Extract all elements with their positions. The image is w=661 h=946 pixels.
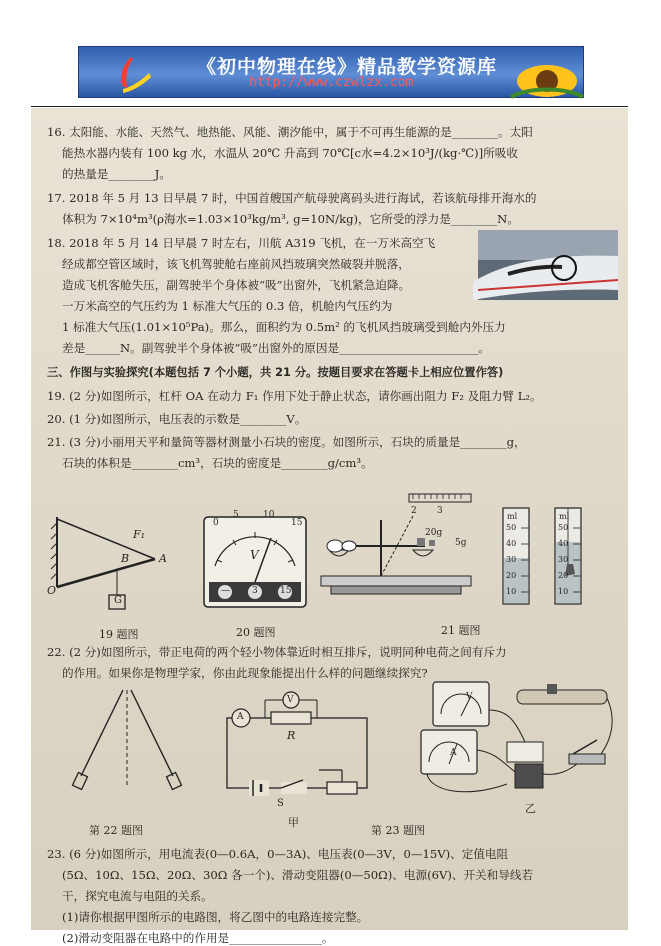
fig21-cyl1-tick-50: 50: [506, 523, 517, 532]
fig23-phys-ammeter-label: A: [450, 748, 457, 758]
fig22-repelling-charges: [67, 688, 187, 798]
fig20-caption: 20 题图: [236, 626, 276, 639]
banner-title: 《初中物理在线》精品教学资源库: [197, 56, 498, 78]
fig21-cyl1-unit: ml: [507, 512, 518, 521]
q17-line-1: 17. 2018 年 5 月 13 日早晨 7 时，中国首艘国产航母驶离码头进行海试，若该航母排开海水的: [47, 191, 537, 205]
q23-line-3: 干，探究电流与电阻的关系。: [62, 889, 213, 903]
fig20-scale-0: 0: [213, 518, 219, 528]
fig20-terminal-3: 3: [252, 586, 258, 596]
fig23-voltmeter-label: V: [287, 695, 294, 705]
sunflower-icon: [509, 47, 585, 99]
fig19-lever-diagram: [45, 513, 185, 623]
banner: [78, 46, 584, 98]
banner-url: http://www.czwlzx.com: [249, 75, 414, 90]
fig21-cyl2-unit: ml: [559, 512, 570, 521]
logo-icon: [109, 51, 155, 95]
fig23-caption: 第 23 题图: [371, 824, 425, 837]
fig21-caption: 21 题图: [441, 624, 481, 637]
section-3-heading: 三、作图与实验探究(本题包括 7 个小题，共 21 分。按题目要求在答题卡上相应位置作答): [47, 366, 504, 379]
q20-line: 20. (1 分)如图所示，电压表的示数是________V。: [47, 412, 307, 426]
q18-line-1: 18. 2018 年 5 月 14 日早晨 7 时左右，川航 A319 飞机，在一万米高空飞: [47, 236, 436, 250]
exam-photo: [31, 108, 628, 945]
q22-line-1: 22. (2 分)如图所示，带正电荷的两个轻小物体靠近时相互排斥，说明同种电荷之间有斥力: [47, 645, 507, 659]
fig21-cyl1-tick-20: 20: [506, 571, 517, 580]
fig21-balance: [321, 492, 491, 612]
fig23-physical-circuit: [397, 680, 619, 814]
fig23-resistor-label: R: [287, 729, 296, 742]
fig21-cyl2-tick-50: 50: [558, 523, 569, 532]
fig21-cyl2-tick-10: 10: [558, 587, 569, 596]
fig20-terminal-15: 15: [280, 586, 292, 596]
q16-line-1: 16. 太阳能、水能、天然气、地热能、风能、潮汐能中，属于不可再生能源的是________。太阳: [47, 125, 533, 139]
q17-line-2: 体积为 7×10⁴m³(ρ海水=1.03×10³kg/m³, g=10N/kg)，它所受的浮力是________N。: [62, 212, 519, 226]
q23-subq-1: (1)请你根据甲图所示的电路图，将乙图中的电路连接完整。: [62, 910, 369, 924]
fig19-caption: 19 题图: [99, 628, 139, 641]
q16-line-3: 的热量是________J。: [62, 167, 171, 181]
q16-line-2: 能热水器内装有 100 kg 水，水温从 20℃ 升高到 70℃[c水=4.2×10³J/(kg·℃)]所吸收: [62, 146, 518, 160]
fig21-rider-2: 2: [411, 506, 417, 516]
q18-line-3: 造成飞机客舱失压，副驾驶半个身体被“吸”出窗外，飞机紧急迫降。: [62, 278, 411, 292]
q19-line: 19. (2 分)如图所示，杠杆 OA 在动力 F₁ 作用下处于静止状态，请你画出阻力 F₂ 及阻力臂 L₂。: [47, 389, 542, 403]
fig21-weight-5g: 5g: [455, 538, 467, 548]
q21-line-1: 21. (3 分)小丽用天平和量筒等器材测量小石块的密度。如图所示，石块的质量是________g，: [47, 435, 526, 449]
fig19-label-a: A: [159, 552, 167, 565]
fig21-cyl2-tick-30: 30: [558, 555, 569, 564]
fig23-label-yi: 乙: [525, 802, 536, 815]
fig20-unit: V: [250, 548, 259, 562]
fig20-scale-5: 5: [233, 510, 239, 520]
airplane-photo: [478, 230, 618, 300]
fig19-label-g: G: [114, 595, 122, 606]
fig23-switch-label: S: [277, 798, 284, 809]
fig21-rider-3: 3: [437, 506, 443, 516]
header-rule: [31, 106, 628, 107]
fig19-label-f1: F₁: [133, 528, 146, 541]
fig23-phys-voltmeter-label: V: [466, 692, 473, 702]
fig23-ammeter-label: A: [237, 712, 244, 722]
fig22-caption: 第 22 题图: [89, 824, 143, 837]
q18-line-2: 经成都空管区域时，该飞机驾驶舱右座前风挡玻璃突然破裂并脱落，: [62, 257, 410, 271]
q21-line-2: 石块的体积是________cm³，石块的密度是________g/cm³。: [62, 456, 373, 470]
q23-line-1: 23. (6 分)如图所示，用电流表(0—0.6A，0—3A)、电压表(0—3V，0—15V)、定值电阻: [47, 847, 509, 861]
fig21-cyl2-tick-40: 40: [558, 539, 569, 548]
fig19-label-o: O: [47, 584, 57, 597]
q18-line-5: 1 标准大气压(1.01×10⁵Pa)。那么，面积约为 0.5m² 的飞机风挡玻璃受到舱内外压力: [62, 320, 506, 334]
q23-subq-2: (2)滑动变阻器在电路中的作用是________________。: [62, 931, 334, 945]
q22-line-2: 的作用。如果你是物理学家，你由此现象能提出什么样的问题继续探究?: [62, 666, 428, 680]
q18-line-6: 差是______N。副驾驶半个身体被“吸”出窗外的原因是________________________。: [62, 341, 490, 355]
fig20-scale-15: 15: [291, 518, 303, 528]
fig21-cyl2-tick-20: 20: [558, 571, 569, 580]
fig21-weight-20g: 20g: [425, 528, 443, 538]
q23-line-2: (5Ω、10Ω、15Ω、20Ω、30Ω 各一个)、滑动变阻器(0—50Ω)、电源(6V)、开关和导线若: [62, 868, 534, 882]
fig19-label-b: B: [121, 552, 130, 565]
fig21-cyl1-tick-30: 30: [506, 555, 517, 564]
fig20-terminal-neg: —: [221, 586, 230, 596]
fig20-scale-10: 10: [263, 510, 275, 520]
fig21-cyl1-tick-10: 10: [506, 587, 517, 596]
fig23-label-jia: 甲: [288, 816, 299, 829]
q18-line-4: 一万米高空的气压约为 1 标准大气压的 0.3 倍，机舱内气压约为: [62, 299, 393, 313]
fig21-cyl1-tick-40: 40: [506, 539, 517, 548]
